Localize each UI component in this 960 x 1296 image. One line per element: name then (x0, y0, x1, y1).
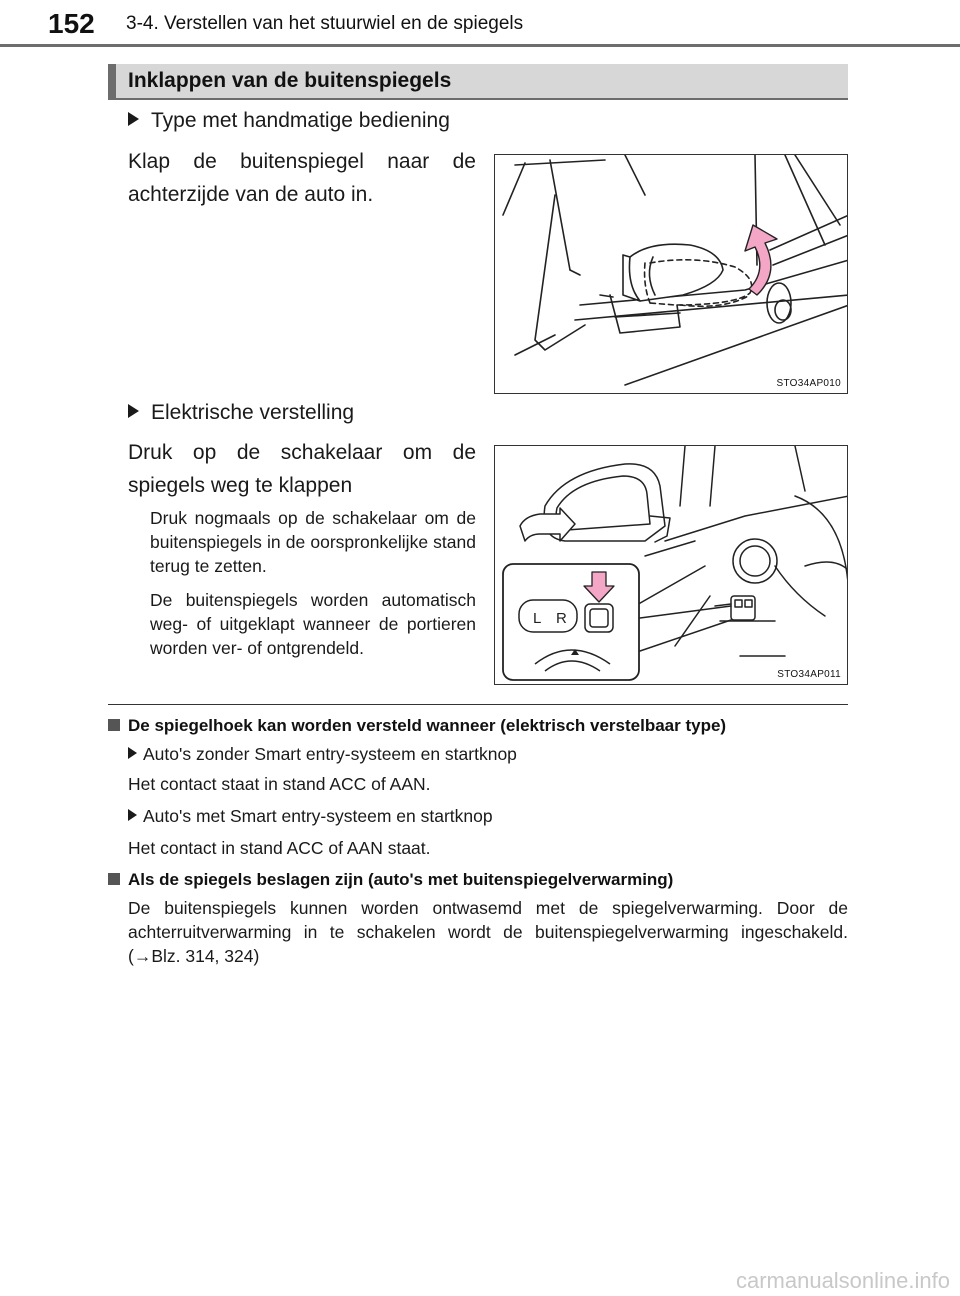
section-title-bar (108, 64, 848, 100)
section-divider (108, 704, 848, 705)
note-mirror-angle-title (108, 716, 726, 736)
footer-watermark: carmanualsonline.info (735, 1268, 950, 1293)
note-fogged-mirrors-title-text: Als de spiegels beslagen zijn (auto's met buitenspiegelverwarming) (128, 870, 674, 889)
section-title: Inklappen van de buitenspiegels (128, 69, 452, 92)
triangle-bullet-icon (128, 809, 137, 821)
switch-label-left: L (533, 610, 542, 627)
note-smart-entry-text: Auto's met Smart entry-systeem en startknop (143, 806, 493, 826)
fold-direction-arrow-icon (745, 225, 777, 295)
square-bullet-icon (108, 873, 120, 885)
figure-electric-switch (494, 445, 848, 685)
chapter-title: 3-4. Verstellen van het stuurwiel en de spiegels (126, 13, 524, 34)
electric-heading-text: Elektrische verstelling (151, 401, 355, 424)
note-no-smart-entry-detail: Het contact staat in stand ACC of AAN. (128, 774, 431, 794)
note-no-smart-entry (128, 744, 517, 765)
figure-label-electric: STO34AP011 (777, 669, 841, 680)
electric-note-restore: Druk nogmaals op de schakelaar om de buitenspiegels in de oorspronkelijke stand terug te zetten. (150, 508, 476, 576)
triangle-bullet-icon (128, 404, 139, 418)
electric-note-auto: De buitenspiegels worden automatisch weg- of uitgeklapt wanneer de portieren worden ver- of ontgrendeld. (150, 590, 476, 658)
note-no-smart-entry-text: Auto's zonder Smart entry-systeem en startknop (143, 744, 517, 764)
section-bar-accent (108, 64, 116, 98)
page-number: 152 (48, 8, 95, 39)
note-smart-entry (128, 806, 493, 827)
electric-instruction: Druk op de schakelaar om de spiegels weg te klappen (128, 441, 476, 497)
manual-instruction: Klap de buitenspiegel naar de achterzijde van de auto in. (128, 150, 476, 206)
electric-heading (128, 401, 354, 425)
manual-heading-text: Type met handmatige bediening (151, 109, 450, 132)
figure-label-manual: STO34AP010 (776, 378, 841, 389)
switch-callout-box (503, 564, 639, 680)
manual-mirror-illustration (495, 155, 848, 394)
figure-manual-mirror (494, 154, 848, 394)
triangle-bullet-icon (128, 747, 137, 759)
triangle-bullet-icon (128, 112, 139, 126)
note-smart-entry-detail: Het contact in stand ACC of AAN staat. (128, 838, 431, 858)
header-rule (0, 44, 960, 47)
manual-heading (128, 109, 450, 133)
note-mirror-angle-title-text: De spiegelhoek kan worden versteld wanneer (elektrisch verstelbaar type) (128, 716, 727, 735)
note-fogged-mirrors-title (108, 870, 673, 890)
switch-label-right: R (556, 610, 567, 627)
electric-switch-illustration (495, 446, 848, 685)
square-bullet-icon (108, 719, 120, 731)
note-fogged-mirrors-text: De buitenspiegels kunnen worden ontwasemd met de spiegelverwarming. Door de achterruitverwarming in te schakelen wordt de buitenspiegelverwarming ingeschakeld. (→Blz. 314, 324) (128, 898, 848, 966)
